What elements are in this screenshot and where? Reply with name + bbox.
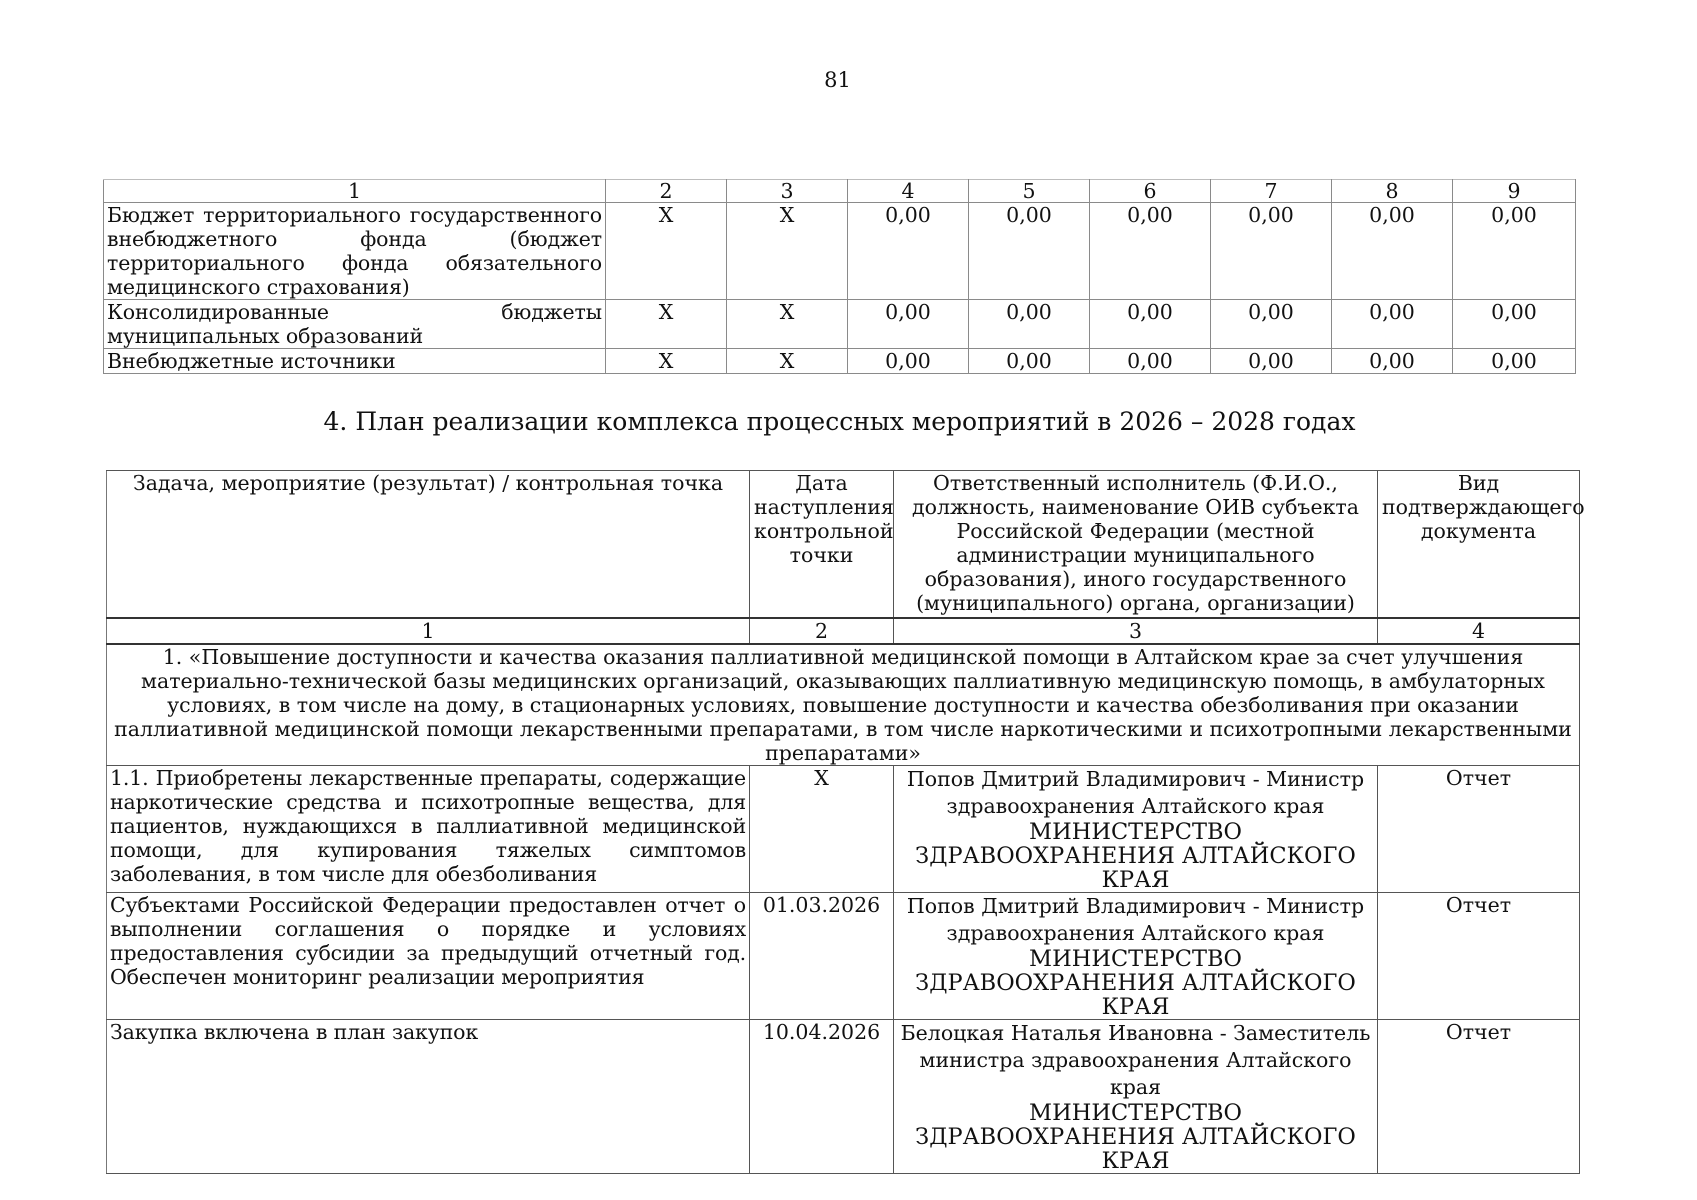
column-number: 3 [894,618,1378,644]
column-number: 8 [1332,180,1453,203]
table-cell: 0,00 [969,203,1090,300]
column-number: 2 [606,180,727,203]
table-cell: 0,00 [1332,300,1453,349]
page-number: 81 [824,68,851,92]
task-row [107,644,1580,766]
table-cell: X [606,349,727,374]
column-header: Вид подтверждающего документа [1378,471,1580,618]
table-row [107,892,1580,1019]
table-cell: X [727,349,848,374]
table-cell: 0,00 [1090,203,1211,300]
row-label: Внебюджетные источники [104,349,606,374]
table-cell: 0,00 [1453,300,1576,349]
table-cell: 0,00 [848,300,969,349]
table-cell: 0,00 [1332,203,1453,300]
table-cell: 0,00 [969,349,1090,374]
column-number: 4 [848,180,969,203]
table-cell: 0,00 [1090,300,1211,349]
column-number: 9 [1453,180,1576,203]
event-date: X [750,765,894,892]
event-description: 1.1. Приобретены лекарственные препараты, содержащие наркотические средства и психотропные вещества, для пациентов, нуждающихся в паллиативной медицинской помощи, для купирования тяжелых симптомов заболевания, в том числе для обезболивания [107,765,750,892]
table-cell: X [727,203,848,300]
column-number: 2 [750,618,894,644]
table-cell: 0,00 [1453,203,1576,300]
table-cell: 0,00 [848,349,969,374]
column-header: Ответственный исполнитель (Ф.И.О., должность, наименование ОИВ субъекта Российской Федерации (местной администрации муниципального образования), иного государственного (муниципального) органа, организации) [894,471,1378,618]
table-cell: 0,00 [1211,300,1332,349]
table-cell: X [606,203,727,300]
table-row [104,203,1576,300]
document-type: Отчет [1378,765,1580,892]
column-number: 4 [1378,618,1580,644]
table-row [107,765,1580,892]
responsible-person: Попов Дмитрий Владимирович - Министр здравоохранения Алтайского края [906,893,1365,945]
table-cell: 0,00 [1090,349,1211,374]
event-description: Субъектами Российской Федерации предоставлен отчет о выполнении соглашения о порядке и условиях предоставления субсидии за предыдущий отчетный год. Обеспечен мониторинг реализации мероприятия [107,892,750,1019]
budget-table [103,179,1576,374]
event-description: Закупка включена в план закупок [107,1019,750,1173]
responsible-org: МИНИСТЕРСТВО ЗДРАВООХРАНЕНИЯ АЛТАЙСКОГО КРАЯ [915,1099,1356,1174]
column-number: 5 [969,180,1090,203]
row-label: Бюджет территориального государственного внебюджетного фонда (бюджет территориального фонда обязательного медицинского страхования) [104,203,606,300]
table-cell: 0,00 [1211,203,1332,300]
row-label: Консолидированные бюджеты муниципальных образований [104,300,606,349]
table-row [104,349,1576,374]
plan-table-header [107,471,1580,618]
column-number: 7 [1211,180,1332,203]
section-title: 4. План реализации комплекса процессных мероприятий в 2026 – 2028 годах [323,407,1356,436]
event-date: 01.03.2026 [750,892,894,1019]
responsible-person: Попов Дмитрий Владимирович - Министр здравоохранения Алтайского края [906,766,1365,818]
plan-table-column-numbers [107,618,1580,644]
table-cell: X [606,300,727,349]
document-type: Отчет [1378,1019,1580,1173]
responsible-org: МИНИСТЕРСТВО ЗДРАВООХРАНЕНИЯ АЛТАЙСКОГО КРАЯ [915,945,1356,1020]
column-number: 6 [1090,180,1211,203]
table-cell: X [727,300,848,349]
responsible-cell [894,1019,1378,1173]
budget-table-column-numbers [104,180,1576,203]
table-cell: 0,00 [969,300,1090,349]
column-number: 3 [727,180,848,203]
column-number: 1 [107,618,750,644]
responsible-cell [894,892,1378,1019]
table-cell: 0,00 [1211,349,1332,374]
table-cell: 0,00 [1332,349,1453,374]
responsible-person: Белоцкая Наталья Ивановна - Заместитель министра здравоохранения Алтайского края [900,1020,1371,1099]
task-title: 1. «Повышение доступности и качества оказания паллиативной медицинской помощи в Алтайском крае за счет улучшения материально-технической базы медицинских организаций, оказывающих паллиативную медицинскую помощь, в амбулаторных условиях, в том числе на дому, в стационарных условиях, повышение доступности и качества обезболивания при оказании паллиативной медицинской помощи лекарственными препаратами, в том числе наркотическими и психотропными лекарственными препаратами» [107,644,1580,766]
table-row [107,1019,1580,1173]
event-date: 10.04.2026 [750,1019,894,1173]
plan-table [106,470,1585,1174]
table-cell: 0,00 [1453,349,1576,374]
column-header: Дата наступления контрольной точки [750,471,894,618]
column-number: 1 [104,180,606,203]
responsible-org: МИНИСТЕРСТВО ЗДРАВООХРАНЕНИЯ АЛТАЙСКОГО КРАЯ [915,818,1356,893]
column-header: Задача, мероприятие (результат) / контрольная точка [107,471,750,618]
table-cell: 0,00 [848,203,969,300]
document-type: Отчет [1378,892,1580,1019]
table-row [104,300,1576,349]
responsible-cell [894,765,1378,892]
